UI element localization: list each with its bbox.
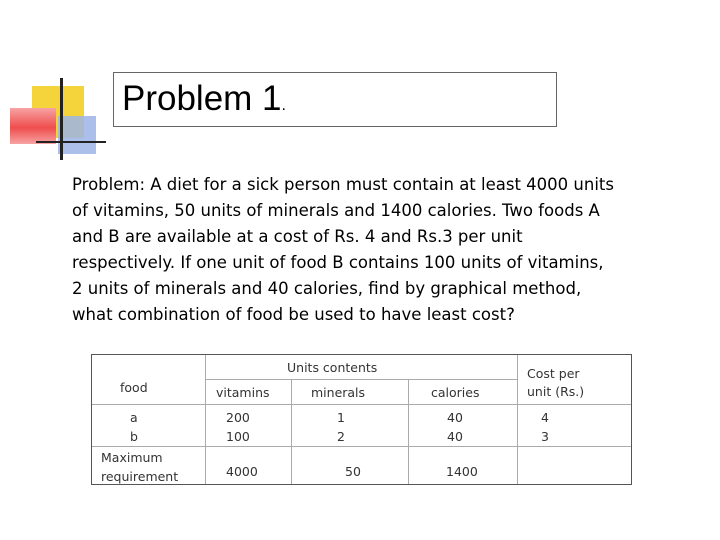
row-a-food: a	[130, 410, 138, 425]
table-vline-food	[205, 355, 206, 484]
row-a-calories: 40	[447, 410, 463, 425]
problem-line: of vitamins, 50 units of minerals and 1400 calories. Two foods A	[72, 201, 600, 220]
problem-line: what combination of food be used to have least cost?	[72, 305, 515, 324]
table-hline-rows	[92, 446, 631, 447]
req-label-line1: Maximum	[101, 450, 163, 465]
row-b-cost: 3	[541, 429, 549, 444]
slide-title-dot: .	[281, 97, 286, 114]
decor-horizontal-line	[36, 141, 106, 143]
problem-statement	[72, 172, 672, 328]
row-b-minerals: 2	[337, 429, 345, 444]
header-cost-line1: Cost per	[527, 366, 580, 381]
req-label-line2: requirement	[101, 469, 179, 484]
header-cost-line2: unit (Rs.)	[527, 384, 585, 399]
table-hline-header	[92, 404, 631, 405]
req-minerals: 50	[345, 464, 361, 479]
slide-title-text: Problem 1	[122, 79, 282, 118]
problem-line: and B are available at a cost of Rs. 4 and Rs.3 per unit	[72, 227, 523, 246]
header-calories: calories	[431, 385, 480, 400]
row-a-minerals: 1	[337, 410, 345, 425]
header-vitamins: vitamins	[216, 385, 270, 400]
row-a-vitamins: 200	[226, 410, 250, 425]
header-minerals: minerals	[311, 385, 366, 400]
decor-vertical-line	[60, 78, 63, 160]
table-vline-cost	[517, 355, 518, 484]
diet-data-table	[91, 354, 632, 485]
problem-line: Problem: A diet for a sick person must contain at least 4000 units	[72, 175, 614, 194]
header-units-contents: Units contents	[287, 360, 378, 375]
row-a-cost: 4	[541, 410, 549, 425]
slide-title	[122, 79, 286, 126]
problem-line: respectively. If one unit of food B contains 100 units of vitamins,	[72, 253, 604, 272]
row-b-vitamins: 100	[226, 429, 250, 444]
req-vitamins: 4000	[226, 464, 258, 479]
slide-title-box	[113, 72, 557, 127]
row-b-calories: 40	[447, 429, 463, 444]
table-vline-vitamins	[291, 379, 292, 484]
table-hline-units	[205, 379, 517, 380]
table-vline-minerals	[408, 379, 409, 484]
row-b-food: b	[130, 429, 138, 444]
decor-red-bar	[10, 108, 56, 144]
req-calories: 1400	[446, 464, 478, 479]
decor-blue-square	[58, 116, 96, 154]
header-food: food	[120, 380, 148, 395]
problem-line: 2 units of minerals and 40 calories, find by graphical method,	[72, 279, 582, 298]
